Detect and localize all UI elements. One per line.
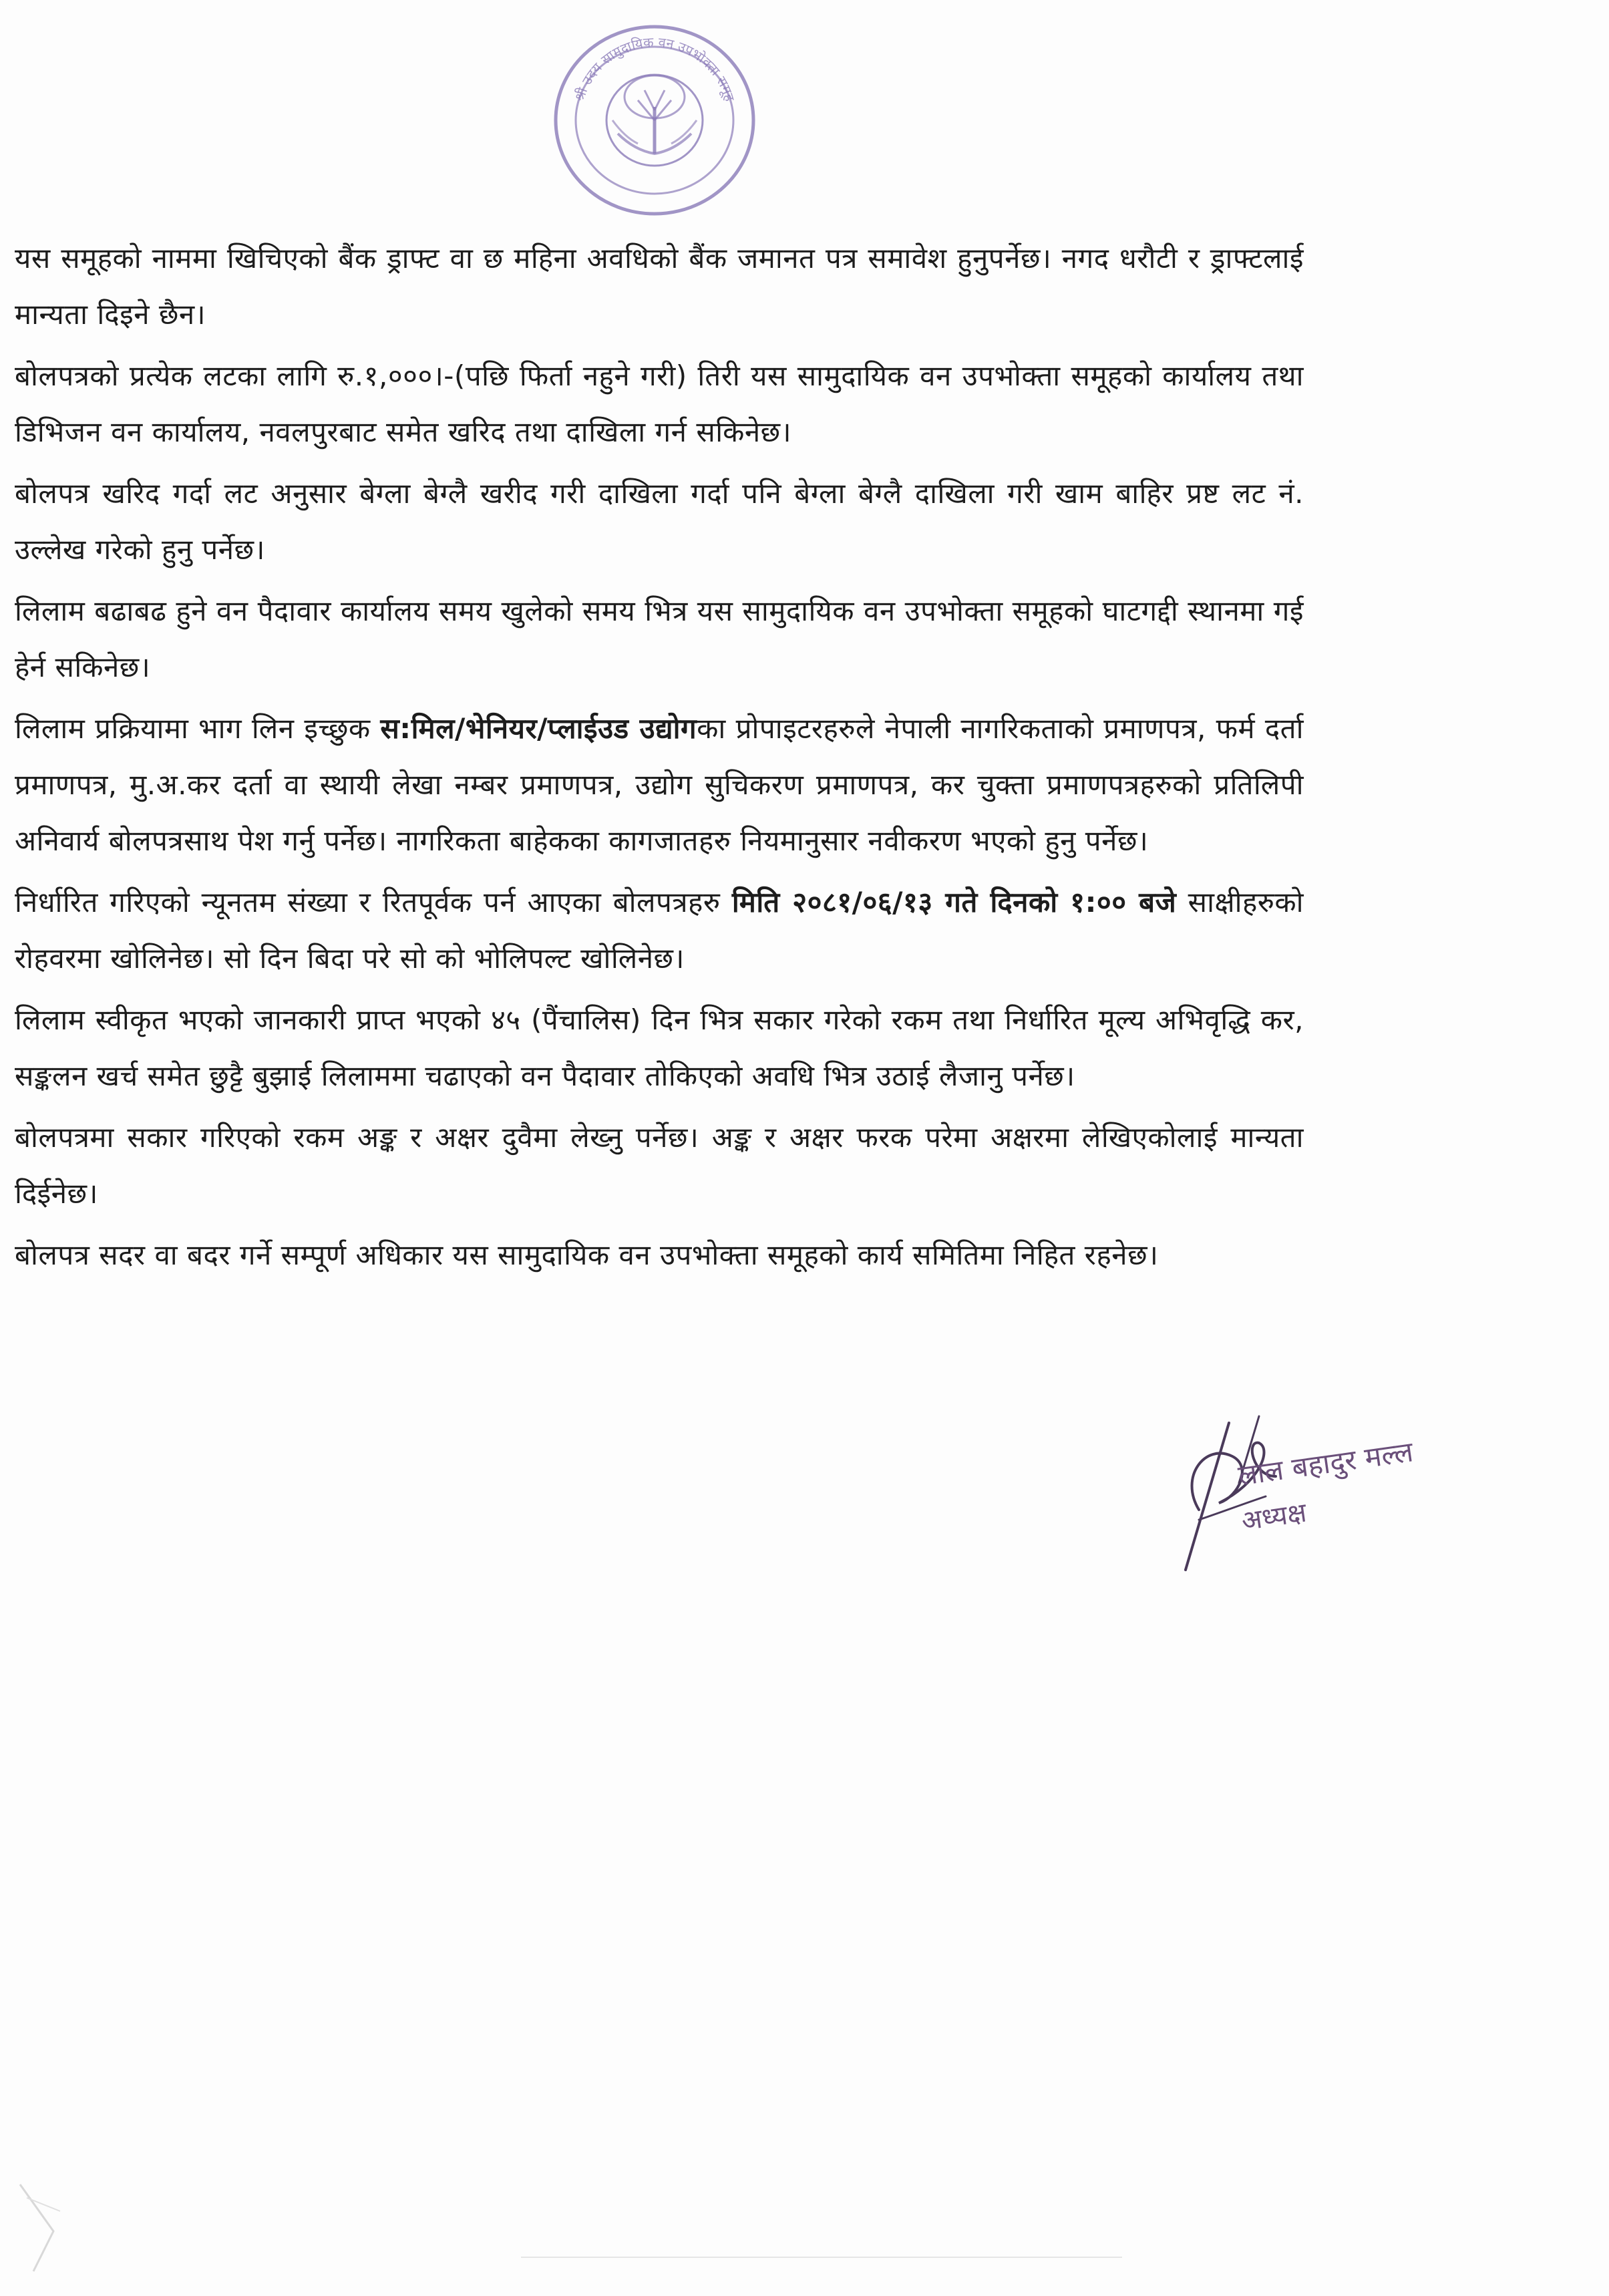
paragraph-required-documents-start: लिलाम प्रक्रियामा भाग लिन इच्छुक — [15, 712, 381, 745]
paragraph-committee-authority: बोलपत्र सदर वा बदर गर्ने सम्पूर्ण अधिकार यस सामुदायिक वन उपभोक्ता समूहको कार्य समितिमा निहित रहनेछ। — [15, 1239, 1159, 1271]
paragraph-required-documents — [15, 701, 1304, 869]
paragraph-amount-in-words: बोलपत्रमा सकार गरिएको रकम अङ्क र अक्षर दुवैमा लेख्नु पर्नेछ। अङ्क र अक्षर फरक परेमा अक्षरमा लेखिएकोलाई मान्यता दिईनेछ। — [15, 1121, 1304, 1210]
industry-types-highlight: स:मिल/भेनियर/प्लाईउड उद्योग — [380, 712, 697, 745]
paragraph-opening-date-start: निर्धारित गरिएको न्यूनतम संख्या र रितपूर्वक पर्न आएका बोलपत्रहरु — [15, 886, 732, 919]
scan-edge-line — [521, 2257, 1122, 2258]
scan-corner-mark — [13, 2171, 94, 2278]
paragraph-payment-collection: लिलाम स्वीकृत भएको जानकारी प्राप्त भएको ४५ (पैंचालिस) दिन भित्र सकार गरेको रकम तथा निर्धारित मूल्य अभिवृद्धि कर, सङ्कलन खर्च समेत छुट्टै बुझाई लिलाममा चढाएको वन पैदावार तोकिएको अवधि भित्र उठाई लैजानु पर्नेछ। — [15, 1003, 1304, 1092]
paragraph-lot-wise: बोलपत्र खरिद गर्दा लट अनुसार बेग्ला बेग्लै खरीद गरी दाखिला गर्दा पनि बेग्ला बेग्लै दाखिला गरी खाम बाहिर प्रष्ट लट नं. उल्लेख गरेको हुनु पर्नेछ। — [15, 477, 1304, 566]
handwritten-signature — [1159, 1403, 1379, 1583]
signatory-name: लाल बहादुर मल्ल — [1236, 1435, 1415, 1492]
paragraph-required-documents-rest: का प्रोपाइटरहरुले नेपाली नागरिकताको प्रमाणपत्र, फर्म दर्ता प्रमाणपत्र, मु.अ.कर दर्ता वा स्थायी लेखा नम्बर प्रमाणपत्र, उद्योग सुचिकरण प्रमाणपत्र, कर चुक्ता प्रमाणपत्रहरुको प्रतिलिपी अनिवार्य बोलपत्रसाथ पेश गर्नु पर्नेछ। नागरिकता बाहेकका कागजातहरु नियमानुसार नवीकरण भएको हुनु पर्नेछ। — [15, 712, 1304, 857]
svg-text:श्री उदय सामुदायिक वन उपभोक्ता: श्री उदय सामुदायिक वन उपभोक्ता समूह — [571, 33, 738, 104]
paragraph-opening-date — [15, 874, 1304, 987]
organization-stamp — [551, 20, 758, 220]
document-body — [15, 230, 1304, 1289]
paragraph-bank-draft: यस समूहको नाममा खिचिएको बैंक ड्राफ्ट वा छ महिना अवधिको बैंक जमानत पत्र समावेश हुनुपर्नेछ। नगद धरौटी र ड्राफ्टलाई मान्यता दिइने छैन। — [15, 242, 1304, 331]
paragraph-inspection: लिलाम बढाबढ हुने वन पैदावार कार्यालय समय खुलेको समय भित्र यस सामुदायिक वन उपभोक्ता समूहको घाटगद्दी स्थानमा गई हेर्न सकिनेछ। — [15, 595, 1304, 683]
paragraph-opening-date-rest: साक्षीहरुको रोहवरमा खोलिनेछ। सो दिन बिदा परे सो को भोलिपल्ट खोलिनेछ। — [15, 886, 1304, 975]
opening-date-highlight: मिति २०८१/०६/१३ गते दिनको १:०० बजे — [731, 886, 1177, 919]
paragraph-bid-purchase: बोलपत्रको प्रत्येक लटका लागि रु.१,०००।-(पछि फिर्ता नहुने गरी) तिरी यस सामुदायिक वन उपभोक्ता समूहको कार्यालय तथा डिभिजन वन कार्यालय, नवलपुरबाट समेत खरिद तथा दाखिला गर्न सकिनेछ। — [15, 359, 1304, 448]
signatory-title: अध्यक्ष — [1239, 1497, 1308, 1537]
